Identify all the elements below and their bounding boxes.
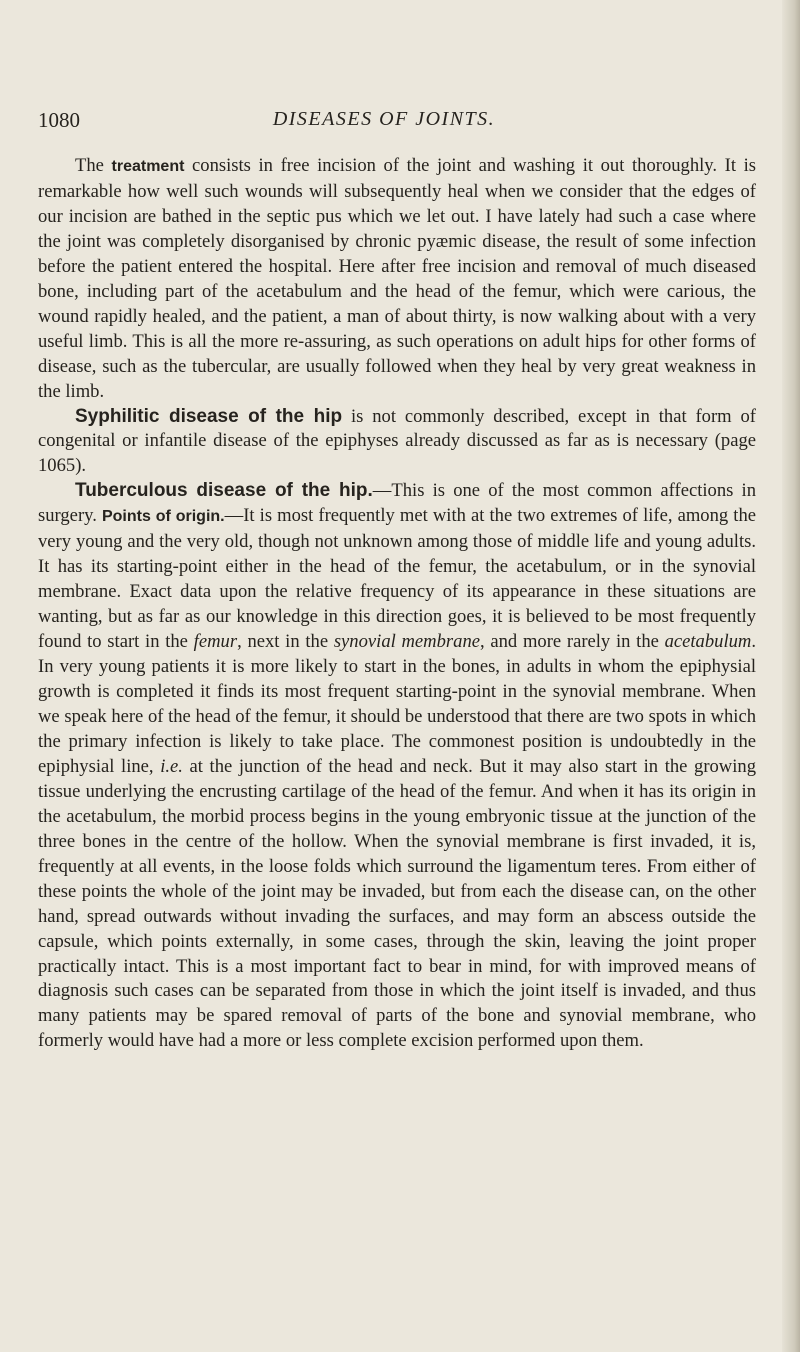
run-in-heading-syphilitic: Syphilitic disease of the hip [75, 405, 343, 427]
run-in-heading-tuberculous: Tuberculous disease of the hip. [75, 480, 373, 502]
text-run: —This is one of the most common affections in surgery. [38, 480, 757, 527]
text-run: . In very young patients it is more likely to start in the bones, in adults in whom the epiphysial growth is completed it finds its most frequent starting-point in the synovial membrane. When we speak here of the head of the femur, it should be understood that there are two spots in which the primary infection is likely to take place. The commonest position is undoubtedly in the epiphysial line, [38, 631, 757, 777]
text-run: , next in the [237, 631, 334, 653]
running-head: DISEASES OF JOINTS. [272, 108, 496, 130]
page-number: 1080 [38, 108, 80, 132]
italic-term: synovial membrane [333, 631, 480, 653]
scan-edge [782, 0, 800, 1352]
italic-term: femur [193, 631, 238, 653]
run-in-heading-treatment: treatment [111, 158, 185, 175]
paragraph-tuberculous [38, 479, 756, 1054]
run-in-subheading-points-of-origin: Points of origin. [101, 508, 225, 526]
text-run: The [75, 155, 112, 176]
text-run: consists in free incision of the joint and washing it out thoroughly. It is remarkable how well such wounds will subsequently heal when we consider that the edges of our incision are bathed in the septic pus which we let out. I have lately had such a case where the joint was completely disorganised by chronic pyæmic disease, the result of some infection before the patient entered the hospital. Here after free incision and removal of much diseased bone, including part of the acetabulum and the head of the femur, which were carious, the wound rapidly healed, and the patient, a man of about thirty, is now walking about with a very useful limb. This is all the more re-assuring, as such operations on adult hips for other forms of disease, such as the tubercular, are usually followed when they heal by very great weakness in the limb. [38, 155, 756, 402]
paragraph-treatment [38, 154, 756, 405]
text-run: , and more rarely in the [480, 631, 665, 653]
text-run: —It is most frequently met with at the two extremes of life, among the very young and the very old, though not unknown among those of middle life and young adults. It has its starting-point either in the head of the femur, the acetabulum, or in the synovial membrane. Exact data upon the relative frequency of its appearance in these situations are wanting, but as far as our knowledge in this direction goes, it is believed to be most frequently found to start in the [38, 505, 757, 653]
italic-term: i.e. [160, 755, 183, 777]
page-header [38, 108, 758, 138]
text-run: at the junction of the head and neck. But it may also start in the growing tissue underlying the encrusting cartilage of the head of the femur. And when it has its origin in the acetabulum, the morbid process begins in the young embryonic tissue at the junction of the three bones in the centre of the hollow. When the synovial membrane is first invaded, it is, frequently at all events, in the loose folds which surround the ligamentum teres. From either of these points the whole of the joint may be invaded, but from each the disease can, on the other hand, spread outwards without invading the surfaces, and may form an abscess outside the capsule, which points externally, in some cases, through the skin, leaving the joint proper practically intact. This is a most important fact to bear in mind, for with improved means of diagnosis such cases can be separated from those in which the joint itself is invaded, and thus many patients may be spared removal of parts of the bone and synovial membrane, who formerly would have had a more or less complete excision performed upon them. [38, 755, 756, 1052]
body-text [38, 154, 756, 1054]
text-run: is not commonly described, except in that form of congenital or infantile disease of the epiphyses already discussed as far as is necessary (page 1065). [38, 405, 756, 477]
italic-term: acetabulum [664, 631, 752, 653]
paragraph-syphilitic [38, 405, 756, 480]
